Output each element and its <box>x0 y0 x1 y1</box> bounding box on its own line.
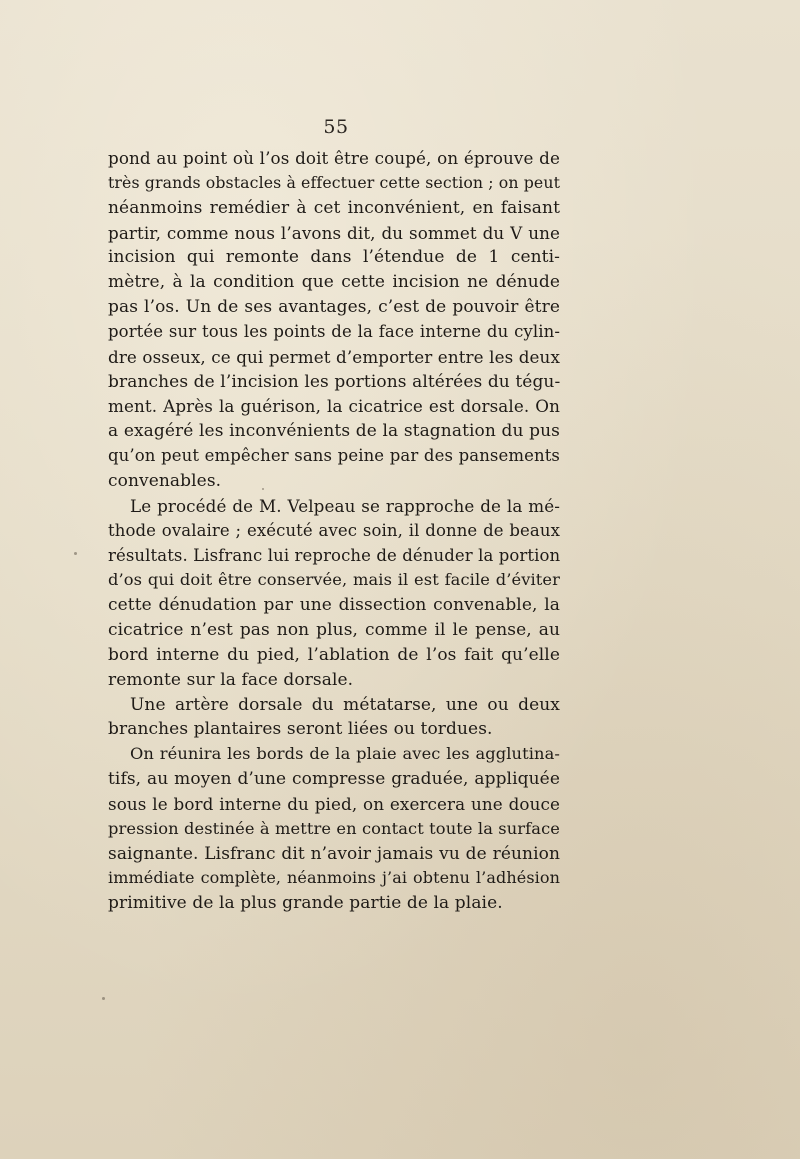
paragraph <box>108 494 560 693</box>
text-line: bord interne du pied, l’ablation de l’os fait qu’elle <box>108 644 560 665</box>
text-line: remonte sur la face dorsale. <box>108 669 354 690</box>
text-line: sous le bord interne du pied, on exercera une douce <box>108 793 560 814</box>
text-line: convenables. <box>108 470 222 491</box>
text-line: Le procédé de M. Velpeau se rapproche de la mé- <box>130 495 560 516</box>
text-line: pond au point où l’os doit être coupé, on éprouve de <box>108 148 560 168</box>
text-line: cette dénudation par une dissection convenable, la <box>108 595 560 616</box>
paragraph <box>108 742 560 916</box>
paper-speck <box>102 997 105 1000</box>
text-line: branches plantaires seront liées ou tordues. <box>108 719 493 740</box>
text-line: thode ovalaire ; exécuté avec soin, il donne de beaux <box>108 520 560 540</box>
paper-speck <box>262 488 264 490</box>
paragraph <box>108 146 560 494</box>
text-line: néanmoins remédier à cet inconvénient, en faisant <box>108 197 560 218</box>
body-text <box>108 146 560 916</box>
text-line: résultats. Lisfranc lui reproche de dénuder la portion <box>108 545 561 565</box>
text-line: portée sur tous les points de la face interne du cylin- <box>108 321 560 341</box>
text-line: incision qui remonte dans l’étendue de 1 centi- <box>108 247 560 268</box>
page-number: 55 <box>323 116 349 138</box>
text-line: qu’on peut empêcher sans peine par des pansements <box>108 446 560 466</box>
text-line: immédiate complète, néanmoins j’ai obtenu l’adhésion <box>108 868 560 888</box>
paragraph <box>108 693 560 743</box>
text-line: dre osseux, ce qui permet d’emporter entre les deux <box>108 346 560 367</box>
text-line: pression destinée à mettre en contact toute la surface <box>108 818 560 838</box>
text-line: d’os qui doit être conservée, mais il est facile d’éviter <box>108 570 560 590</box>
text-line: ment. Après la guérison, la cicatrice est dorsale. On <box>108 396 560 417</box>
text-line: saignante. Lisfranc dit n’avoir jamais vu de réunion <box>108 843 560 864</box>
text-line: très grands obstacles à effectuer cette section ; on peut <box>108 172 560 192</box>
text-line: mètre, à la condition que cette incision ne dénude <box>108 272 560 293</box>
text-line: primitive de la plus grande partie de la plaie. <box>108 893 503 914</box>
text-line: a exagéré les inconvénients de la stagnation du pus <box>108 421 560 442</box>
paper-speck <box>74 552 77 555</box>
text-line: branches de l’incision les portions altérées du tégu- <box>108 371 561 392</box>
text-line: partir, comme nous l’avons dit, du sommet du V une <box>108 222 560 243</box>
text-line: cicatrice n’est pas non plus, comme il le pense, au <box>108 620 560 641</box>
text-line: tifs, au moyen d’une compresse graduée, appliquée <box>108 769 560 790</box>
text-line: On réunira les bords de la plaie avec les agglutina- <box>130 744 560 764</box>
text-line: Une artère dorsale du métatarse, une ou deux <box>130 694 560 715</box>
text-line: pas l’os. Un de ses avantages, c’est de pouvoir être <box>108 297 560 318</box>
